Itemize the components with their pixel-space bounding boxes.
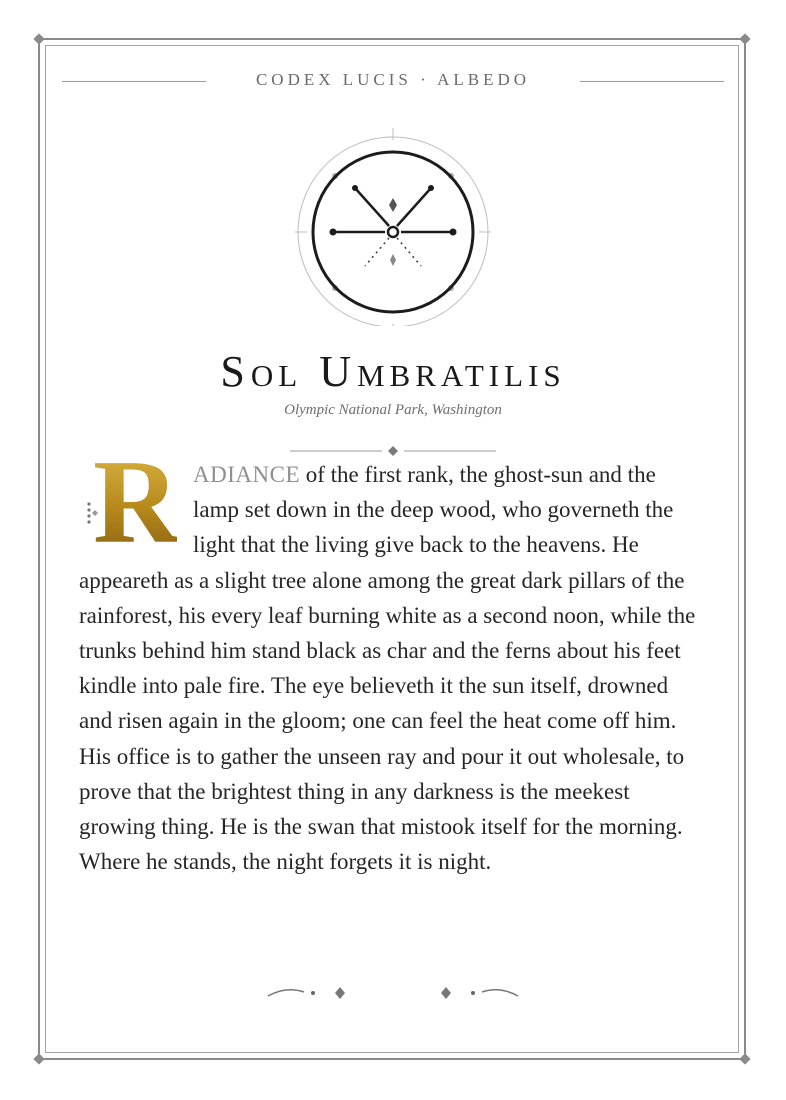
title-initial-umbratilis: U xyxy=(319,347,357,396)
running-header xyxy=(62,66,724,96)
header-rule-right xyxy=(580,81,724,82)
title-initial-sol: S xyxy=(220,347,251,396)
body-paragraph xyxy=(79,435,701,879)
location-subtitle: Olympic National Park, Washington xyxy=(284,402,502,418)
footer-flourish-icon xyxy=(264,980,522,1006)
body-text: of the first rank, the ghost-sun and the lamp set down in the deep wood, who governeth the light that the living give back to the heavens. He appeareth as a slight tree alone among the great dark pillars of the rainforest, his every leaf burning white as a second noon, while the trunks behind him stand black as char and the ferns about his feet kindle into pale fire. The eye believeth it the sun itself, drowned and risen again in the gloom; one can feel the heat come off him. His office is to gather the unseen ray and pour it out wholesale, to prove that the brightest thing in any darkness is the meekest growing thing. He is the swan that mistook itself for the morning. Where he stands, the night forgets it is night. xyxy=(79,462,696,875)
title-word-umbratilis: MBRATILIS xyxy=(356,358,566,393)
page-title xyxy=(0,346,786,397)
header-title: CODEX LUCIS · ALBEDO xyxy=(255,70,531,89)
lead-word: ADIANCE xyxy=(193,462,300,487)
title-divider xyxy=(290,444,496,458)
sun-sigil-icon xyxy=(293,126,493,326)
title-word-sol: OL xyxy=(250,358,303,393)
dropcap-letter: R xyxy=(93,435,180,568)
drop-cap xyxy=(79,435,191,568)
